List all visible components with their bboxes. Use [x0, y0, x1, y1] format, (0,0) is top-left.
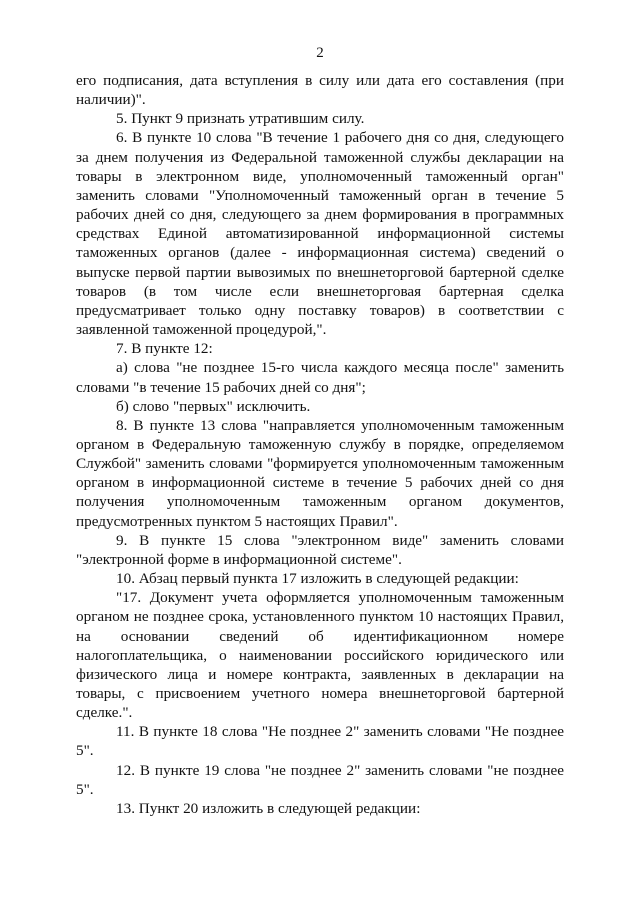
- paragraph-item-7b: б) слово "первых" исключить.: [116, 397, 311, 415]
- paragraph-item-10-quote: "17. Документ учета оформляется уполномоченным таможенным органом не позднее срока, установленного пунктом 10 настоящих Правил, на основании сведений об идентификационном номере налогоплательщика, о наименовании российского юридического или физического лица и номере контракта, заявленных в декларации на товары, с присвоением учетного номера внешнеторговой бартерной сделке.".: [76, 589, 564, 722]
- paragraph-item-7: 7. В пункте 12:: [116, 340, 213, 358]
- paragraph-item-7a: а) слова "не позднее 15-го числа каждого месяца после" заменить словами "в течение 15 рабочих дней со дня";: [76, 359, 564, 396]
- paragraph-item-8: 8. В пункте 13 слова "направляется уполномоченным таможенным органом в Федеральную таможенную службу в порядке, определяемом Службой" заменить словами "формируется уполномоченным таможенным органом в информационной системе в течение 5 рабочих дней со дня получения уполномоченным таможенным органом документов, предусмотренных пунктом 5 настоящих Правил".: [76, 416, 564, 530]
- paragraph-item-13: 13. Пункт 20 изложить в следующей редакции:: [116, 799, 421, 817]
- paragraph-item-12: 12. В пункте 19 слова "не позднее 2" заменить словами "не позднее 5".: [76, 761, 564, 798]
- page-number: 2: [316, 45, 324, 61]
- paragraph-item-11: 11. В пункте 18 слова "Не позднее 2" заменить словами "Не позднее 5".: [76, 723, 564, 760]
- paragraph-item-5: 5. Пункт 9 признать утратившим силу.: [116, 110, 365, 128]
- paragraph-continuation: его подписания, дата вступления в силу или дата его составления (при наличии)".: [76, 72, 564, 109]
- paragraph-item-9: 9. В пункте 15 слова "электронном виде" заменить словами "электронной форме в информационной системе".: [76, 531, 564, 568]
- document-body: [76, 71, 564, 818]
- paragraph-item-6: 6. В пункте 10 слова "В течение 1 рабочего дня со дня, следующего за днем получения из Федеральной таможенной службы декларации на товары в электронном виде, уполномоченный таможенный орган" заменить словами "Уполномоченный таможенный орган в течение 5 рабочих дней со дня, следующего за днем формирования в программных средствах Единой автоматизированной информационной системы таможенных органов (далее - информационная система) сведений о выпуске первой партии вывозимых по внешнеторговой бартерной сделке товаров (в том числе если внешнеторговая бартерная сделка предусматривает только одну поставку товаров) в соответствии с заявленной таможенной процедурой,".: [76, 129, 564, 339]
- paragraph-item-10: 10. Абзац первый пункта 17 изложить в следующей редакции:: [116, 570, 519, 588]
